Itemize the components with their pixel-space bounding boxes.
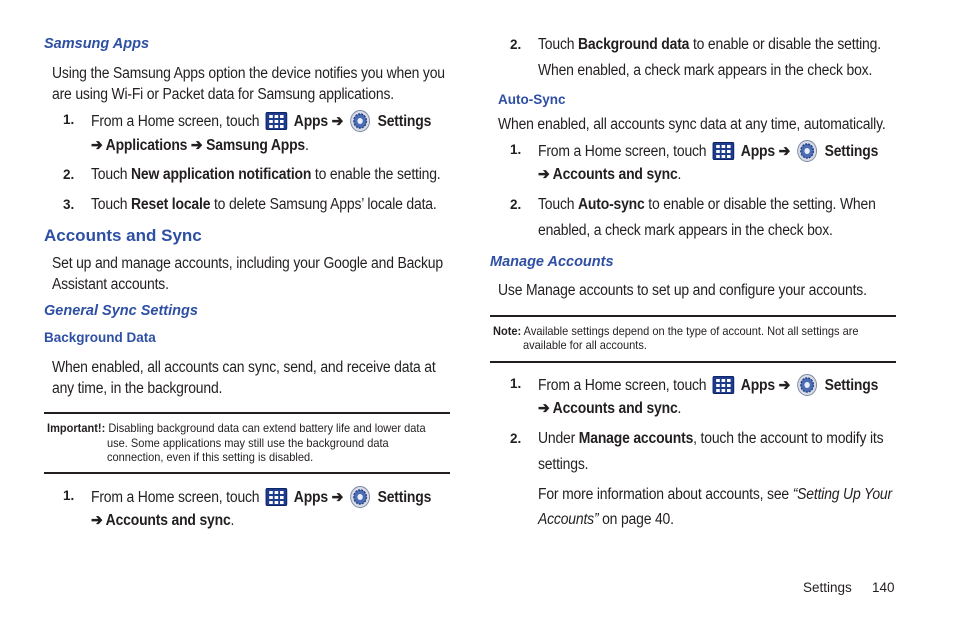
settings-label: Settings bbox=[377, 113, 432, 130]
samsung-apps-step-3 bbox=[91, 194, 437, 215]
settings-label: Settings bbox=[377, 489, 432, 506]
step-number: 2. bbox=[510, 197, 522, 212]
auto-sync-step-2-line-2: enabled, a check mark appears in the check box. bbox=[538, 222, 833, 239]
apps-label: Apps bbox=[740, 377, 775, 394]
apps-grid-icon bbox=[713, 376, 735, 394]
setting-name: New application notification bbox=[131, 166, 312, 183]
apps-label: Apps bbox=[293, 489, 328, 506]
path-label: ➔ Applications ➔ Samsung Apps bbox=[91, 137, 306, 154]
cross-reference[interactable]: “Setting Up Your bbox=[792, 486, 892, 503]
background-data-intro bbox=[52, 357, 436, 399]
important-line-3: connection, even if this setting is disabled. bbox=[107, 450, 314, 464]
auto-sync-step-2 bbox=[538, 194, 876, 215]
accounts-intro-line-1: Set up and manage accounts, including your Google and Backup bbox=[52, 255, 443, 272]
divider bbox=[44, 412, 450, 414]
bg-intro-line-1: When enabled, all accounts can sync, send, and receive data at bbox=[52, 359, 436, 376]
auto-sync-intro: When enabled, all accounts sync data at any time, automatically. bbox=[498, 116, 886, 133]
step-number: 1. bbox=[63, 112, 75, 127]
manage-accounts-step-1: From a Home screen, touch Apps ➔ Settings bbox=[538, 373, 878, 397]
settings-label: Settings bbox=[824, 377, 879, 394]
samsung-apps-step-1-line-2: ➔ Applications ➔ Samsung Apps. bbox=[91, 137, 309, 154]
apps-grid-icon bbox=[713, 142, 735, 160]
manage-accounts-heading: Manage Accounts bbox=[490, 254, 614, 270]
important-label: Important!: bbox=[47, 421, 106, 435]
step-number: 2. bbox=[510, 37, 522, 52]
samsung-apps-intro bbox=[52, 63, 445, 105]
manage-accounts-step-2 bbox=[538, 428, 883, 449]
auto-sync-heading: Auto-Sync bbox=[498, 92, 566, 107]
manage-accounts-step-2-line-2: settings. bbox=[538, 456, 589, 473]
accounts-intro-line-2: Assistant accounts. bbox=[52, 276, 169, 293]
path-label: ➔ Accounts and sync bbox=[538, 166, 678, 183]
settings-gear-icon bbox=[350, 485, 372, 509]
general-sync-heading: General Sync Settings bbox=[44, 303, 198, 319]
step-text: From a Home screen, touch bbox=[538, 377, 707, 394]
step-text: Under bbox=[538, 430, 579, 447]
step-number: 1. bbox=[510, 376, 522, 391]
step-text: Touch bbox=[91, 196, 132, 213]
step-number: 2. bbox=[63, 167, 75, 182]
background-data-heading: Background Data bbox=[44, 330, 156, 345]
step-number: 3. bbox=[63, 197, 75, 212]
setting-name: Reset locale bbox=[131, 196, 211, 213]
path-label: ➔ Accounts and sync bbox=[91, 512, 231, 529]
samsung-apps-intro-line-2: are using Wi-Fi or Packet data for Samsung applications. bbox=[52, 86, 394, 103]
step-text: From a Home screen, touch bbox=[91, 113, 260, 130]
footer-section: Settings bbox=[803, 580, 852, 595]
samsung-apps-heading: Samsung Apps bbox=[44, 36, 150, 52]
note-label: Note: bbox=[493, 324, 522, 338]
page-number: 140 bbox=[872, 580, 895, 595]
note-line-1: Available settings depend on the type of account. Not all settings are bbox=[523, 324, 859, 338]
important-line-1: Disabling background data can extend battery life and lower data bbox=[108, 421, 426, 435]
settings-gear-icon bbox=[350, 109, 372, 133]
note-line-2: available for all accounts. bbox=[523, 338, 647, 352]
background-data-step-2-line-2: When enabled, a check mark appears in the check box. bbox=[538, 62, 873, 79]
divider bbox=[490, 361, 896, 363]
background-data-step-1: From a Home screen, touch Apps ➔ Settings bbox=[91, 485, 431, 509]
step-text: From a Home screen, touch bbox=[538, 143, 707, 160]
step-number: 1. bbox=[63, 488, 75, 503]
apps-grid-icon bbox=[266, 488, 288, 506]
setting-name: Auto-sync bbox=[578, 196, 645, 213]
bg-intro-line-2: any time, in the background. bbox=[52, 380, 223, 397]
settings-gear-icon bbox=[797, 139, 819, 163]
important-note bbox=[47, 421, 426, 436]
important-line-2: use. Some applications may still use the background data bbox=[107, 436, 389, 450]
cross-reference[interactable]: Accounts” bbox=[538, 511, 599, 528]
auto-sync-step-1: From a Home screen, touch Apps ➔ Settings bbox=[538, 139, 878, 163]
setting-name: Background data bbox=[578, 36, 690, 53]
step-text: to enable the setting. bbox=[311, 166, 441, 183]
step-text: to delete Samsung Apps’ locale data. bbox=[210, 196, 437, 213]
accounts-intro bbox=[52, 253, 443, 295]
manage-accounts-step-1-line-2: ➔ Accounts and sync. bbox=[538, 400, 682, 417]
samsung-apps-step-2 bbox=[91, 164, 440, 185]
accounts-sync-heading: Accounts and Sync bbox=[44, 226, 202, 245]
note-box bbox=[493, 324, 859, 339]
samsung-apps-step-1: From a Home screen, touch Apps ➔ Settings bbox=[91, 109, 431, 133]
apps-label: Apps bbox=[293, 113, 328, 130]
more-info-line-2 bbox=[538, 509, 674, 530]
more-info-text: For more information about accounts, see bbox=[538, 486, 793, 503]
samsung-apps-intro-line-1: Using the Samsung Apps option the device notifies you when you bbox=[52, 65, 445, 82]
background-data-step-1-line-2: ➔ Accounts and sync. bbox=[91, 512, 235, 529]
path-label: ➔ Accounts and sync bbox=[538, 400, 678, 417]
divider bbox=[490, 315, 896, 317]
step-number: 2. bbox=[510, 431, 522, 446]
step-text: Touch bbox=[538, 36, 579, 53]
step-text: Touch bbox=[91, 166, 132, 183]
step-text: , touch the account to modify its bbox=[693, 430, 884, 447]
step-text: Touch bbox=[538, 196, 579, 213]
setting-name: Manage accounts bbox=[578, 430, 694, 447]
step-text: to enable or disable the setting. When bbox=[644, 196, 876, 213]
step-number: 1. bbox=[510, 142, 522, 157]
step-text: to enable or disable the setting. bbox=[689, 36, 881, 53]
more-info-text: on page 40. bbox=[598, 511, 674, 528]
divider bbox=[44, 472, 450, 474]
settings-gear-icon bbox=[797, 373, 819, 397]
settings-label: Settings bbox=[824, 143, 879, 160]
manage-accounts-intro: Use Manage accounts to set up and configure your accounts. bbox=[498, 282, 867, 299]
apps-label: Apps bbox=[740, 143, 775, 160]
step-text: From a Home screen, touch bbox=[91, 489, 260, 506]
more-info-line-1 bbox=[538, 484, 892, 505]
auto-sync-step-1-line-2: ➔ Accounts and sync. bbox=[538, 166, 682, 183]
apps-grid-icon bbox=[266, 112, 288, 130]
background-data-step-2 bbox=[538, 34, 881, 55]
